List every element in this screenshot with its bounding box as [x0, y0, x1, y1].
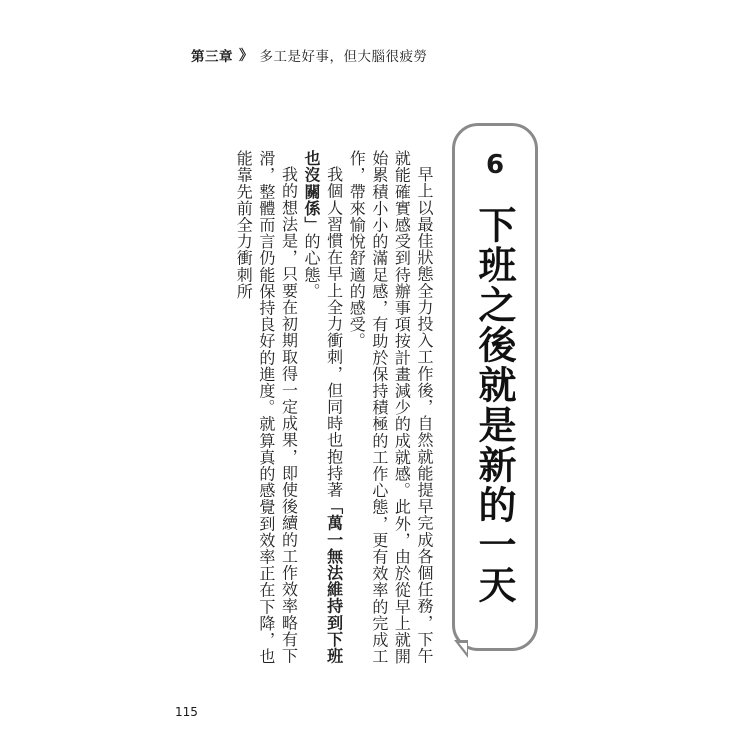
header-chapter: 第三章 — [191, 49, 233, 65]
body-text — [232, 150, 435, 670]
paragraph-2-lead: 我個人習慣在早上全力衝刺，但同時也抱持著 — [324, 166, 344, 498]
running-header — [191, 45, 428, 65]
header-separator: 》 — [239, 48, 254, 64]
paragraph-2-tail: 的心態。 — [302, 233, 322, 300]
page-number: 115 — [175, 705, 198, 719]
chapter-number: 6 — [485, 150, 505, 180]
paragraph-3: 我的想法是，只要在初期取得一定成果，即使後續的工作效率略有下滑，整體而言仍能保持良好的進度。就算真的感覺到效率正在下降，也能靠先前全力衝刺所 — [234, 150, 299, 665]
paragraph-1: 早上以最佳狀態全力投入工作後，自然就能提早完成各個任務，下午就能確實感受到待辦事項按計畫減少的成就感。此外，由於從早上就開始累積小小的滿足感，有助於保持積極的工作心態，更有效率的完成工作，帶來愉悅舒適的感受。 — [347, 150, 434, 665]
chapter-title: 下班之後就是新的一天 — [472, 205, 517, 605]
paragraph-2 — [299, 150, 344, 670]
chapter-title-frame-tail-inner — [459, 643, 467, 653]
header-title: 多工是好事，但大腦很疲勞 — [259, 49, 428, 65]
paragraph-2-quote: 「萬一無法維持到下班也沒關係」 — [302, 150, 344, 664]
